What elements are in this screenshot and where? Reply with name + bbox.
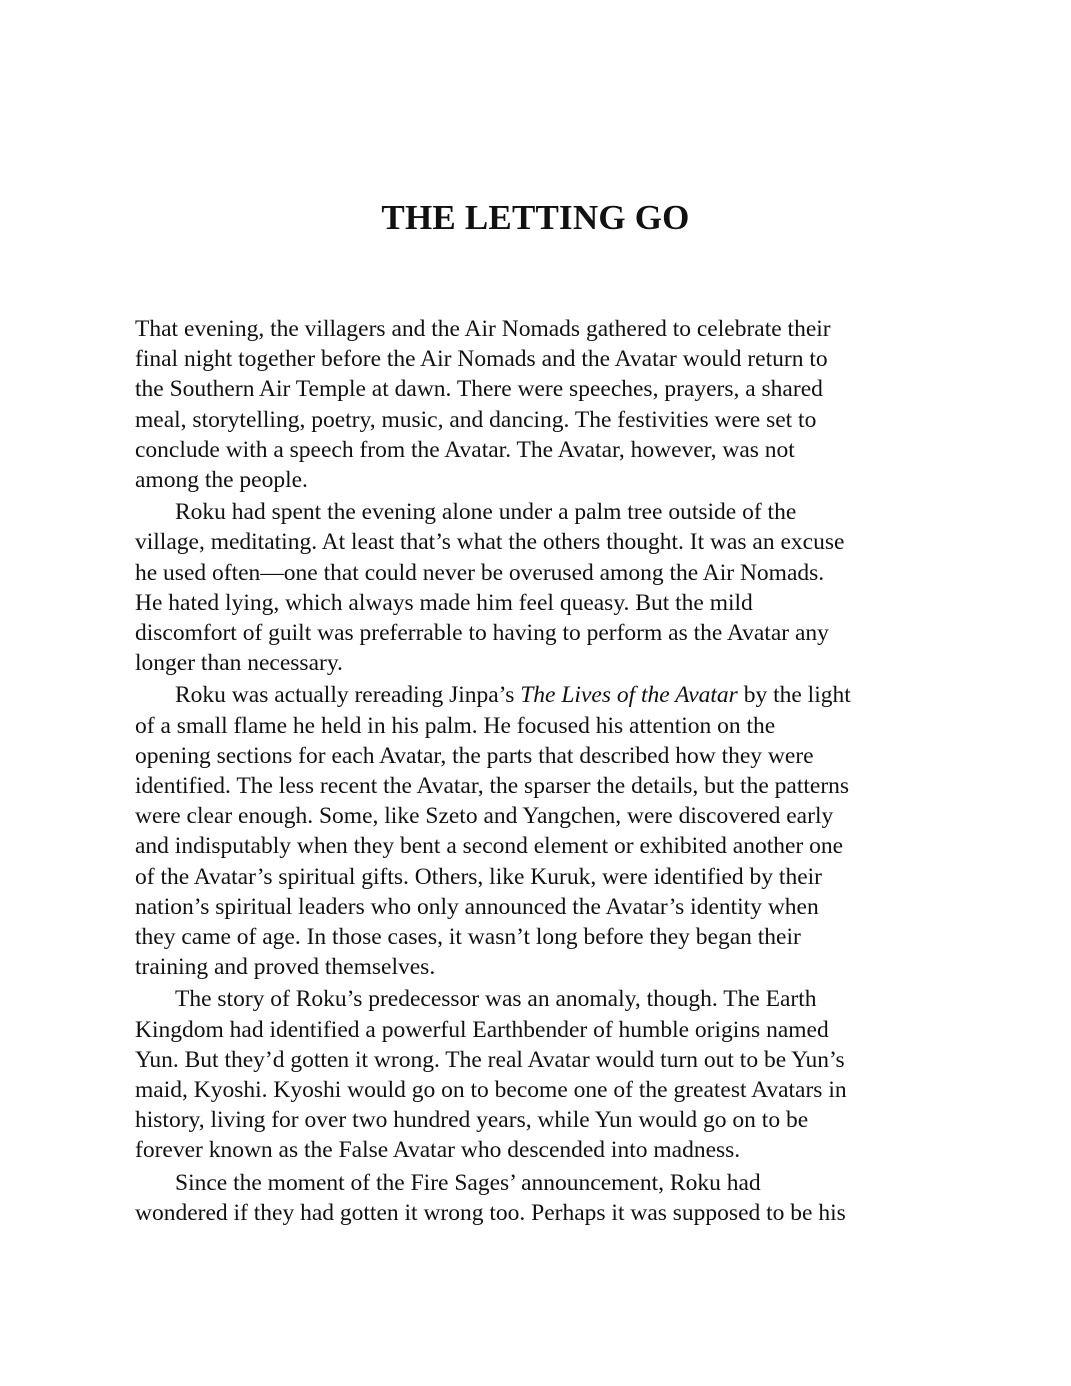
text-line: history, living for over two hundred years, while Yun would go on to be [135, 1107, 809, 1134]
paragraph-4 [135, 984, 940, 1165]
paragraph-2 [135, 497, 940, 678]
text-line: forever known as the False Avatar who descended into madness. [135, 1137, 741, 1164]
text-line [135, 680, 940, 710]
text-line: of a small flame he held in his palm. He focused his attention on the [135, 712, 776, 739]
text-line: final night together before the Air Nomads and the Avatar would return to [135, 346, 828, 373]
text-line: training and proved themselves. [135, 954, 436, 981]
text-line: were clear enough. Some, like Szeto and Yangchen, were discovered early [135, 803, 834, 830]
text-line: identified. The less recent the Avatar, the sparser the details, but the patterns [135, 773, 850, 800]
book-title: The Lives of the Avatar [520, 682, 738, 709]
text-line: opening sections for each Avatar, the parts that described how they were [135, 742, 814, 769]
text-line: Yun. But they’d gotten it wrong. The real Avatar would turn out to be Yun’s [135, 1046, 845, 1073]
text-line: and indisputably when they bent a second element or exhibited another one [135, 833, 844, 860]
text-line: maid, Kyoshi. Kyoshi would go on to become one of the greatest Avatars in [135, 1077, 847, 1104]
text-line: The story of Roku’s predecessor was an anomaly, though. The Earth [175, 986, 817, 1013]
paragraph-5 [135, 1168, 940, 1228]
text-line: meal, storytelling, poetry, music, and dancing. The festivities were set to [135, 406, 817, 433]
text-line: Kingdom had identified a powerful Earthbender of humble origins named [135, 1016, 829, 1043]
text-line: He hated lying, which always made him feel queasy. But the mild [135, 589, 753, 616]
text-line: longer than necessary. [135, 650, 343, 677]
text-line: wondered if they had gotten it wrong too. Perhaps it was supposed to be his [135, 1199, 846, 1226]
text-line: of the Avatar’s spiritual gifts. Others, like Kuruk, were identified by their [135, 863, 822, 890]
paragraph-3 [135, 680, 940, 982]
text-line: village, meditating. At least that’s what the others thought. It was an excuse [135, 529, 845, 556]
text-line: the Southern Air Temple at dawn. There were speeches, prayers, a shared [135, 376, 823, 403]
text-line: That evening, the villagers and the Air Nomads gathered to celebrate their [135, 316, 831, 342]
text-line: among the people. [135, 467, 308, 494]
text-line: Since the moment of the Fire Sages’ announcement, Roku had [175, 1169, 761, 1196]
text-run: by the light [737, 682, 851, 709]
text-line: discomfort of guilt was preferrable to having to perform as the Avatar any [135, 620, 829, 647]
text-line: Roku had spent the evening alone under a palm tree outside of the [175, 499, 797, 526]
text-run: Roku was actually rereading Jinpa’s [175, 682, 521, 709]
text-line: he used often—one that could never be overused among the Air Nomads. [135, 559, 825, 586]
paragraph-1 [135, 314, 940, 495]
chapter-body [135, 314, 940, 1230]
text-line: nation’s spiritual leaders who only announced the Avatar’s identity when [135, 893, 819, 920]
chapter-title: THE LETTING GO [381, 198, 690, 237]
text-line: conclude with a speech from the Avatar. The Avatar, however, was not [135, 436, 795, 463]
text-line: they came of age. In those cases, it wasn’t long before they began their [135, 924, 801, 951]
